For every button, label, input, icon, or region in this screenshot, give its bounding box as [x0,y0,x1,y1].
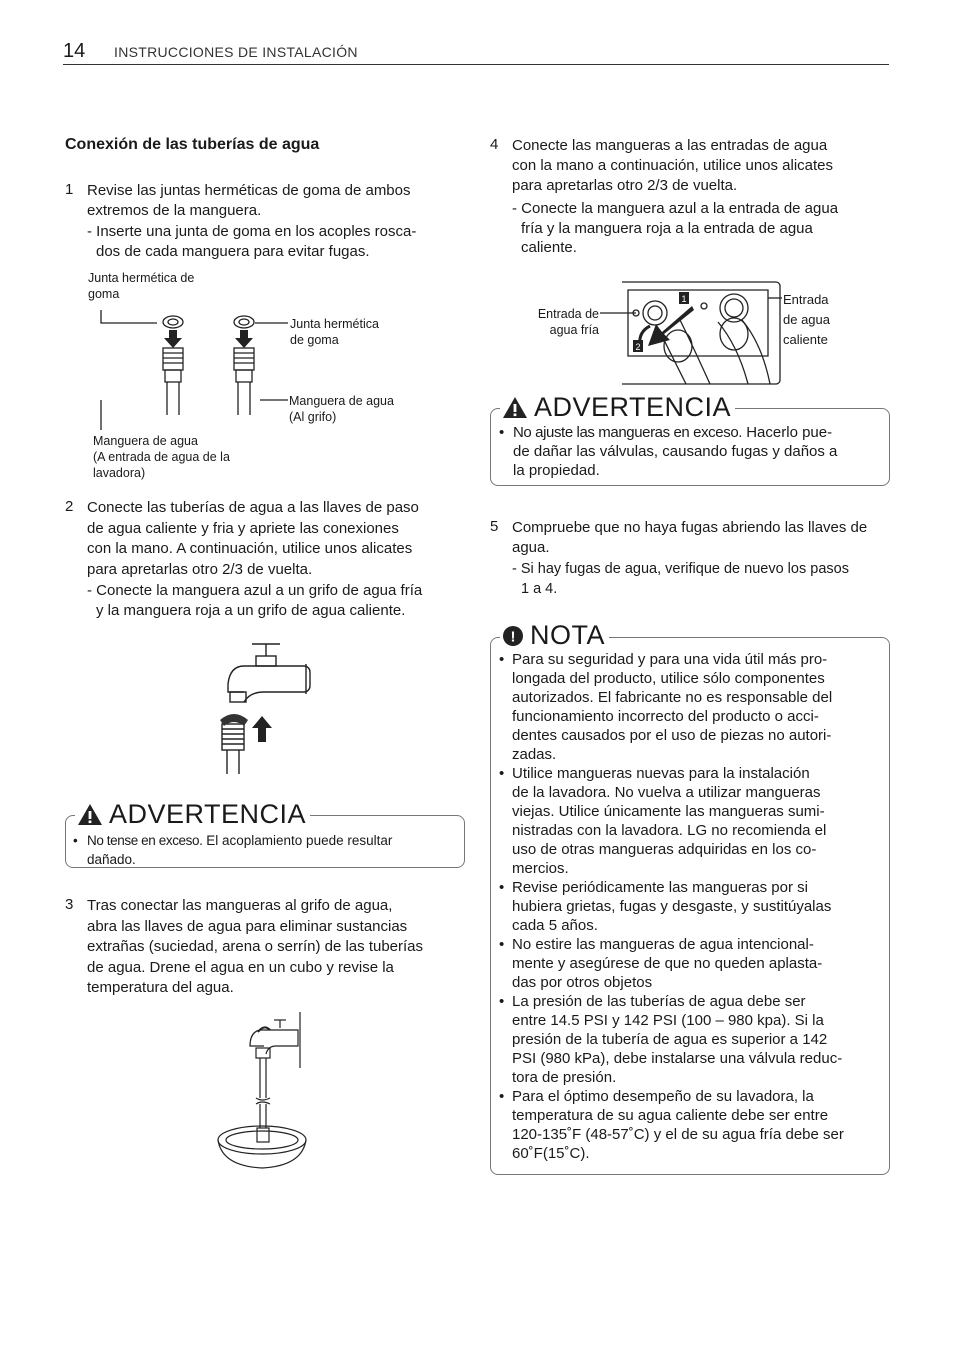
step-4-sub-line-1: - Conecte la manguera azul a la entrada de agua [512,200,839,217]
hose-seal-diagram [95,300,295,430]
label-junta-right-l1: Junta hermética [290,317,379,331]
header-title: INSTRUCCIONES DE INSTALACIÓN [114,44,358,60]
bullet: • [499,424,505,441]
nota-item-text [512,764,826,878]
warning-triangle-icon [77,803,103,826]
bullet: • [499,993,505,1010]
label-entrada-caliente-l2: de agua [783,312,830,327]
nota-item-text [512,878,831,935]
step-4-sub-line-2: fría y la manguera roja a la entrada de agua [521,219,813,237]
warning-right-text-l1: Hacerlo pue- [746,424,833,441]
bullet: • [499,765,505,782]
nota-item-line: das por otros objetos [512,974,653,991]
label-entrada-caliente-l1: Entrada [783,292,829,307]
label-junta-left-l2: goma [88,287,120,301]
step-1-subnote [87,222,416,261]
nota-item-line: Para el óptimo desempeño de su lavadora, la [512,1088,814,1105]
step-5-text [512,518,867,558]
step-1-text [87,181,411,221]
nota-item-line: temperatura de su agua caliente debe ser entre [512,1107,829,1124]
step-1-sub-line-2: dos de cada manguera para evitar fugas. [96,242,370,260]
step-3-line-3: extrañas (suciedad, arena o serrín) de las tuberías [87,938,424,955]
step-4-sub-line-3: caliente. [521,239,577,256]
badge-2: 2 [635,342,641,352]
step-5-line-1: Compruebe que no haya fugas abriendo las llaves de [512,519,868,536]
faucet-hose-diagram [210,636,320,776]
warning-right-body [499,423,884,480]
nota-item-line: No estire las mangueras de agua intencional- [512,936,814,953]
nota-item-line: de la lavadora. No vuelva a utilizar mangueras [512,784,821,801]
step-4-line-1: Conecte las mangueras a las entradas de agua [512,137,828,154]
label-junta-left [88,270,194,302]
nota-item [499,1087,884,1163]
step-3-number: 3 [65,896,74,913]
nota-item-text [512,650,832,764]
nota-item-line: mercios. [512,860,569,877]
label-manguera-left-l2: (A entrada de agua de la [93,450,230,464]
page-number: 14 [63,40,86,62]
section-title: Conexión de las tuberías de agua [65,136,320,153]
step-2-sub-line-2: y la manguera roja a un grifo de agua caliente. [96,601,406,619]
label-entrada-caliente-l3: caliente [783,332,828,347]
bullet: • [499,651,505,668]
step-4-number: 4 [490,136,499,153]
nota-item-line: presión de la tubería de agua es superior a 142 [512,1031,828,1048]
warning-left-body [73,831,458,869]
nota-item-line: zadas. [512,746,557,763]
nota-item-line: 60˚F(15˚C). [512,1145,590,1162]
step-5-line-2: agua. [512,539,550,556]
step-2-sub-line-1: - Conecte la manguera azul a un grifo de agua fría [87,582,423,599]
step-2-line-1: Conecte las tuberías de agua a las llaves de paso [87,499,419,516]
warning-left-text-l1: El acoplamiento puede resultar [206,833,393,848]
label-entrada-fria-l1: Entrada de [537,307,599,321]
step-1-line-1: Revise las juntas herméticas de goma de ambos [87,182,411,199]
warning-right-text-l2: de dañar las válvulas, causando fugas y daños a [513,443,838,460]
nota-item-line: Revise periódicamente las mangueras por si [512,879,808,896]
step-3-text [87,896,423,999]
step-2-subnote [87,581,422,620]
nota-item-line: PSI (980 kPa), debe instalarse una válvula reduc- [512,1050,843,1067]
warning-left-title: ADVERTENCIA [109,799,307,829]
step-1-sub-line-1: - Inserte una junta de goma en los acoples rosca- [87,223,417,240]
nota-title-group [500,620,609,651]
nota-item-text [512,1087,844,1163]
nota-item-line: mente y asegúrese de que no queden aplasta- [512,955,823,972]
step-5-number: 5 [490,518,499,535]
step-2-line-2: de agua caliente y fria y apriete las conexiones [87,519,399,537]
nota-item-line: uso de otras mangueras adquiridas en los co- [512,841,817,858]
nota-item-line: cada 5 años. [512,917,598,934]
label-entrada-fria [522,306,599,338]
nota-item-line: Para su seguridad y para una vida útil más pro- [512,651,828,668]
label-junta-right [290,316,379,348]
label-entrada-caliente [783,290,830,350]
bullet: • [73,833,78,848]
warning-right-title: ADVERTENCIA [534,392,732,422]
bullet: • [499,879,505,896]
header-divider [63,64,889,65]
nota-item-line: La presión de las tuberías de agua debe ser [512,993,806,1010]
bucket-drain-diagram [214,1012,310,1172]
bullet: • [499,1088,505,1105]
nota-list [499,650,884,1163]
step-1-line-2: extremos de la manguera. [87,202,262,219]
nota-item-line: 120-135˚F (48-57˚C) y el de su agua fría debe ser [512,1126,844,1143]
step-3-line-4: de agua. Drene el agua en un cubo y revise la [87,958,394,976]
nota-item-text [512,935,822,992]
warning-right-text-l3: la propiedad. [513,462,600,479]
nota-item-line: entre 14.5 PSI y 142 PSI (100 – 980 kpa). Si la [512,1012,824,1029]
nota-item-line: funcionamiento incorrecto del producto o acci- [512,708,819,725]
step-5-sub-line-2: 1 a 4. [521,580,558,597]
nota-item-line: Utilice mangueras nuevas para la instalación [512,765,810,782]
nota-item [499,935,884,992]
nota-item-line: hubiera grietas, fugas y desgaste, y sustitúyalas [512,898,832,915]
step-4-line-3: para apretarlas otro 2/3 de vuelta. [512,177,738,194]
warning-left-title-group [75,799,310,830]
bullet: • [499,936,505,953]
warning-right-bold: No ajuste las mangueras en exceso. [513,424,743,441]
nota-item-line: autorizados. El fabricante no es responsable del [512,689,833,706]
badge-1: 1 [681,294,687,304]
label-manguera-right [289,393,394,425]
step-5-subnote [512,560,849,599]
label-junta-left-l1: Junta hermética de [88,271,195,285]
label-manguera-right-l1: Manguera de agua [289,394,394,408]
label-entrada-fria-l2: agua fría [549,323,599,337]
nota-item-text [512,992,842,1087]
step-3-line-1: Tras conectar las mangueras al grifo de agua, [87,897,393,914]
step-2-line-3: con la mano. A continuación, utilice unos alicates [87,540,413,557]
step-2-line-4: para apretarlas otro 2/3 de vuelta. [87,560,313,578]
nota-item-line: viejas. Utilice únicamente las mangueras sumi- [512,803,825,820]
warning-right-title-group [500,392,735,423]
label-manguera-left-l1: Manguera de agua [93,434,198,448]
nota-item [499,992,884,1087]
warning-left-bold: No tense en exceso. [87,833,203,848]
step-1-number: 1 [65,181,74,198]
nota-body [499,650,884,1163]
warning-triangle-icon [502,396,528,419]
step-2-number: 2 [65,498,74,515]
nota-item [499,764,884,878]
water-inlet-diagram [600,280,782,386]
nota-item-line: tora de presión. [512,1069,617,1086]
label-manguera-left [93,433,230,481]
step-4-line-2: con la mano a continuación, utilice unos alicates [512,157,834,174]
warning-left-text-l2: dañado. [87,852,136,867]
nota-icon-glyph: ! [510,628,516,645]
exclamation-circle-icon [502,625,524,647]
label-manguera-right-l2: (Al grifo) [289,410,337,424]
step-4-text [512,136,833,196]
step-3-line-5: temperatura del agua. [87,979,234,996]
step-4-subnote [512,199,838,258]
nota-item [499,650,884,764]
nota-item-line: longada del producto, utilice sólo componentes [512,670,825,687]
step-2-text [87,498,419,580]
step-5-sub-line-1: - Si hay fugas de agua, verifique de nuevo los pasos [512,561,849,577]
nota-item-line: nistradas con la lavadora. LG no recomienda el [512,822,827,839]
nota-item [499,878,884,935]
step-3-line-2: abra las llaves de agua para eliminar sustancias [87,917,408,935]
nota-title: NOTA [530,620,605,650]
label-manguera-left-l3: lavadora) [93,466,146,480]
nota-item-line: dentes causados por el uso de piezas no autori- [512,727,832,744]
label-junta-right-l2: de goma [290,333,339,347]
